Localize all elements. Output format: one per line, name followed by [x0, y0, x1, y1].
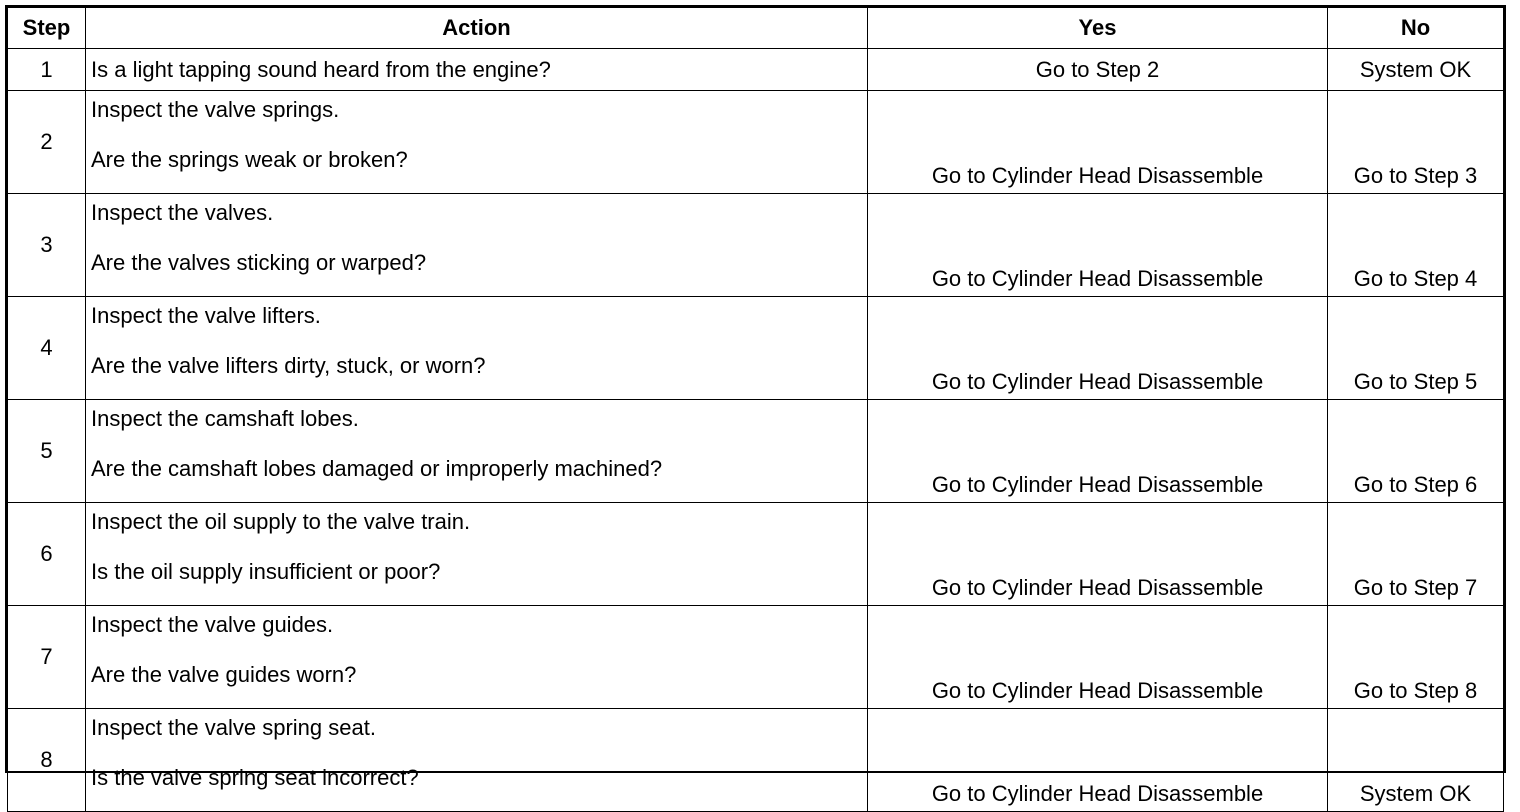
action-cell: [86, 709, 868, 812]
diagnostic-table-grid: [7, 7, 1504, 812]
diagnostic-table: [5, 5, 1506, 806]
no-result: System OK: [1328, 49, 1504, 91]
action-cell: [86, 91, 868, 194]
action-question: Is the valve spring seat incorrect?: [91, 765, 419, 790]
action-instruction: Inspect the valve lifters.: [91, 303, 321, 328]
action-question: Are the valves sticking or warped?: [91, 250, 427, 275]
table-row: [8, 194, 1504, 297]
yes-result: Go to Cylinder Head Disassemble: [868, 91, 1328, 194]
header-no: No: [1328, 8, 1504, 49]
no-result: Go to Step 7: [1328, 503, 1504, 606]
table-row: [8, 297, 1504, 400]
no-result: Go to Step 6: [1328, 400, 1504, 503]
no-result: Go to Step 4: [1328, 194, 1504, 297]
step-number: 6: [8, 503, 86, 606]
header-step: Step: [8, 8, 86, 49]
action-instruction: Inspect the valve spring seat.: [91, 715, 376, 740]
step-number: 2: [8, 91, 86, 194]
action-cell: [86, 297, 868, 400]
step-number: 8: [8, 709, 86, 812]
yes-result: Go to Cylinder Head Disassemble: [868, 297, 1328, 400]
action-instruction: Inspect the valve guides.: [91, 612, 334, 637]
table-row: [8, 709, 1504, 812]
action-question: Is the oil supply insufficient or poor?: [91, 559, 441, 584]
yes-result: Go to Cylinder Head Disassemble: [868, 709, 1328, 812]
yes-result: Go to Cylinder Head Disassemble: [868, 503, 1328, 606]
step-number: 3: [8, 194, 86, 297]
no-result: Go to Step 5: [1328, 297, 1504, 400]
table-row: [8, 400, 1504, 503]
yes-result: Go to Cylinder Head Disassemble: [868, 194, 1328, 297]
step-number: 7: [8, 606, 86, 709]
action-cell: [86, 606, 868, 709]
action-cell: [86, 400, 868, 503]
table-row: [8, 91, 1504, 194]
header-row: [8, 8, 1504, 49]
no-result: System OK: [1328, 709, 1504, 812]
step-number: 4: [8, 297, 86, 400]
action-question: Are the valve lifters dirty, stuck, or worn?: [91, 353, 486, 378]
action-instruction: Inspect the oil supply to the valve train.: [91, 509, 471, 534]
action-question: Are the springs weak or broken?: [91, 147, 408, 172]
yes-result: Go to Cylinder Head Disassemble: [868, 606, 1328, 709]
step-number: 1: [8, 49, 86, 91]
yes-result: Go to Cylinder Head Disassemble: [868, 400, 1328, 503]
no-result: Go to Step 3: [1328, 91, 1504, 194]
step-number: 5: [8, 400, 86, 503]
no-result: Go to Step 8: [1328, 606, 1504, 709]
action-instruction: Inspect the camshaft lobes.: [91, 406, 359, 431]
action-question: Are the valve guides worn?: [91, 662, 357, 687]
action-question: Are the camshaft lobes damaged or improperly machined?: [91, 456, 663, 481]
table-row: [8, 49, 1504, 91]
action-cell: [86, 503, 868, 606]
action-text: Is a light tapping sound heard from the engine?: [86, 49, 868, 91]
table-row: [8, 503, 1504, 606]
action-instruction: Inspect the valves.: [91, 200, 274, 225]
header-yes: Yes: [868, 8, 1328, 49]
header-action: Action: [86, 8, 868, 49]
action-cell: [86, 194, 868, 297]
table-row: [8, 606, 1504, 709]
action-instruction: Inspect the valve springs.: [91, 97, 340, 122]
yes-result: Go to Step 2: [868, 49, 1328, 91]
